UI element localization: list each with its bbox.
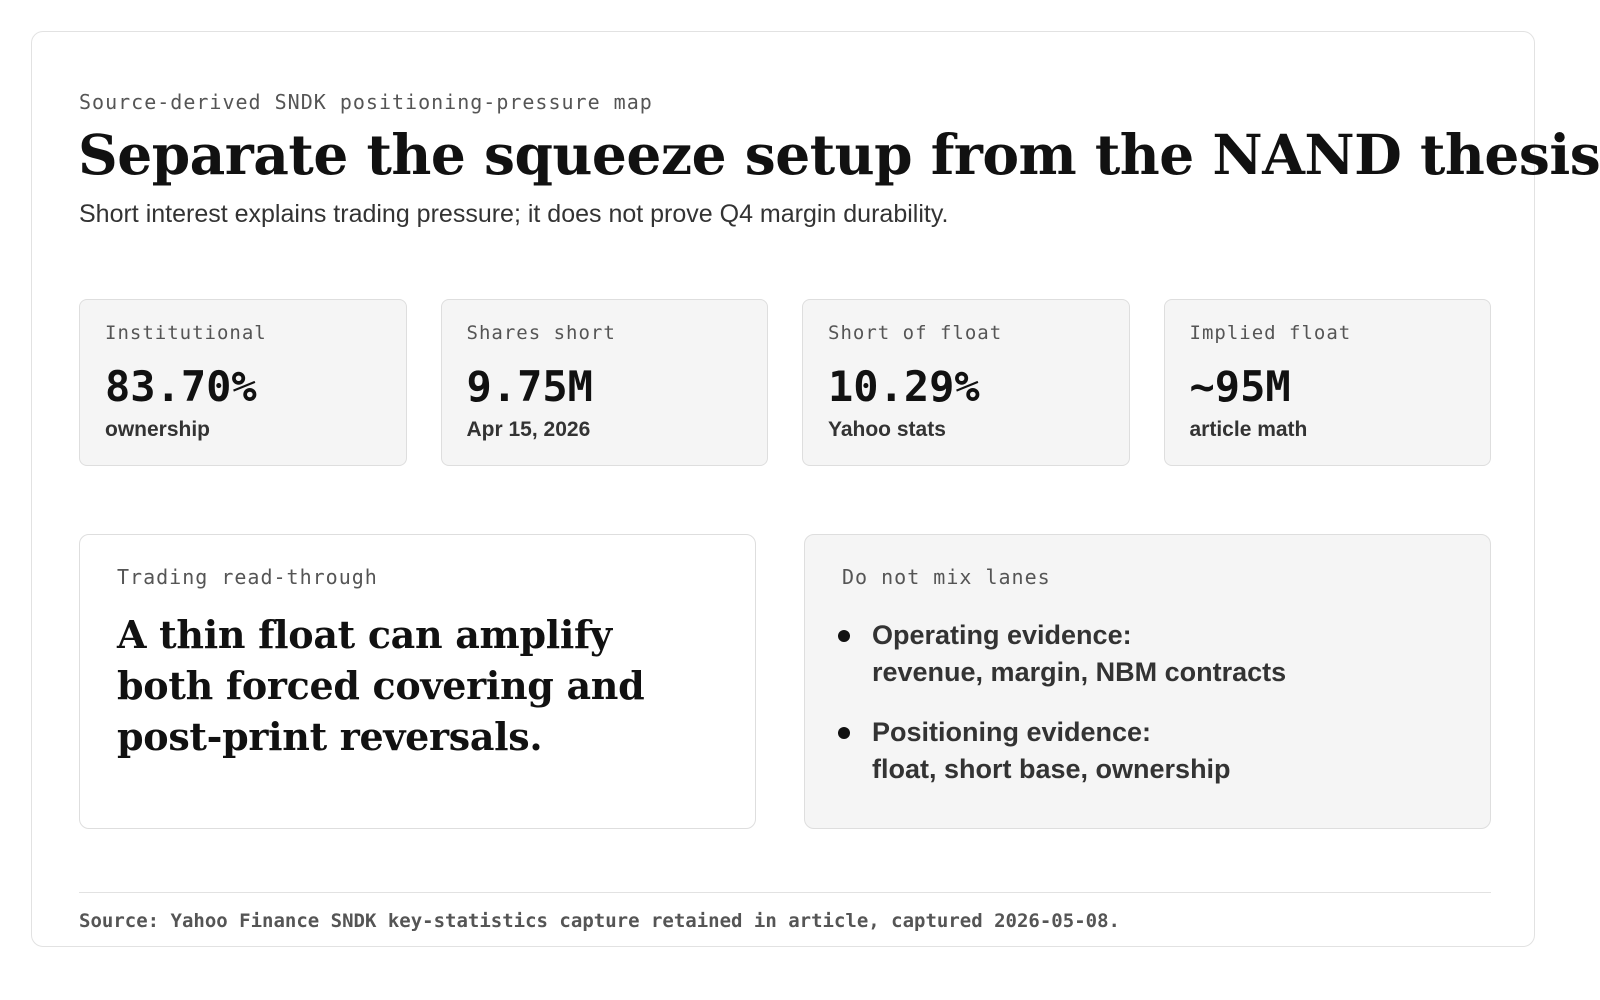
panel-label: Trading read-through: [117, 565, 378, 589]
footer-divider: [79, 892, 1491, 893]
stat-value: 9.75M: [466, 362, 593, 411]
list-item: [836, 714, 1286, 788]
stat-note: Yahoo stats: [828, 418, 946, 441]
stat-card-institutional: [79, 299, 407, 466]
bullet-icon: [838, 630, 850, 642]
stat-label: Short of float: [828, 322, 1003, 344]
source-note: Source: Yahoo Finance SNDK key-statistics capture retained in article, captured 2026-05-08.: [79, 910, 1120, 932]
panel-label: Do not mix lanes: [842, 565, 1051, 589]
stat-label: Implied float: [1189, 322, 1352, 344]
trading-readthrough-text: A thin float can amplify both forced covering and post-print reversals.: [117, 612, 645, 759]
page-title: Separate the squeeze setup from the NAND thesis: [78, 122, 1600, 187]
stat-note: Apr 15, 2026: [466, 418, 591, 441]
stat-note: ownership: [105, 418, 211, 441]
stat-card-short-of-float: [802, 299, 1130, 466]
stat-value: ~95M: [1189, 362, 1291, 411]
lanes-panel: [804, 534, 1491, 829]
eyebrow: Source-derived SNDK positioning-pressure map: [79, 90, 653, 114]
list-item: [836, 617, 1286, 691]
stat-card-shares-short: [441, 299, 769, 466]
lane-title: Operating evidence:: [872, 620, 1132, 650]
stat-label: Institutional: [105, 322, 267, 344]
lane-title: Positioning evidence:: [872, 717, 1152, 747]
stat-value: 10.29%: [828, 362, 980, 411]
bullet-icon: [838, 727, 850, 739]
lane-detail: revenue, margin, NBM contracts: [872, 657, 1287, 687]
lanes-list: [836, 617, 1286, 811]
content-card: [31, 31, 1600, 947]
stat-value: 83.70%: [105, 362, 257, 411]
lane-detail: float, short base, ownership: [872, 754, 1231, 784]
page-subtitle: Short interest explains trading pressure; it does not prove Q4 margin durability.: [79, 200, 949, 228]
stat-label: Shares short: [466, 322, 616, 344]
stat-row: [79, 299, 1491, 466]
trading-readthrough-panel: [79, 534, 756, 829]
stat-note: article math: [1189, 418, 1308, 441]
stat-card-implied-float: [1164, 299, 1492, 466]
